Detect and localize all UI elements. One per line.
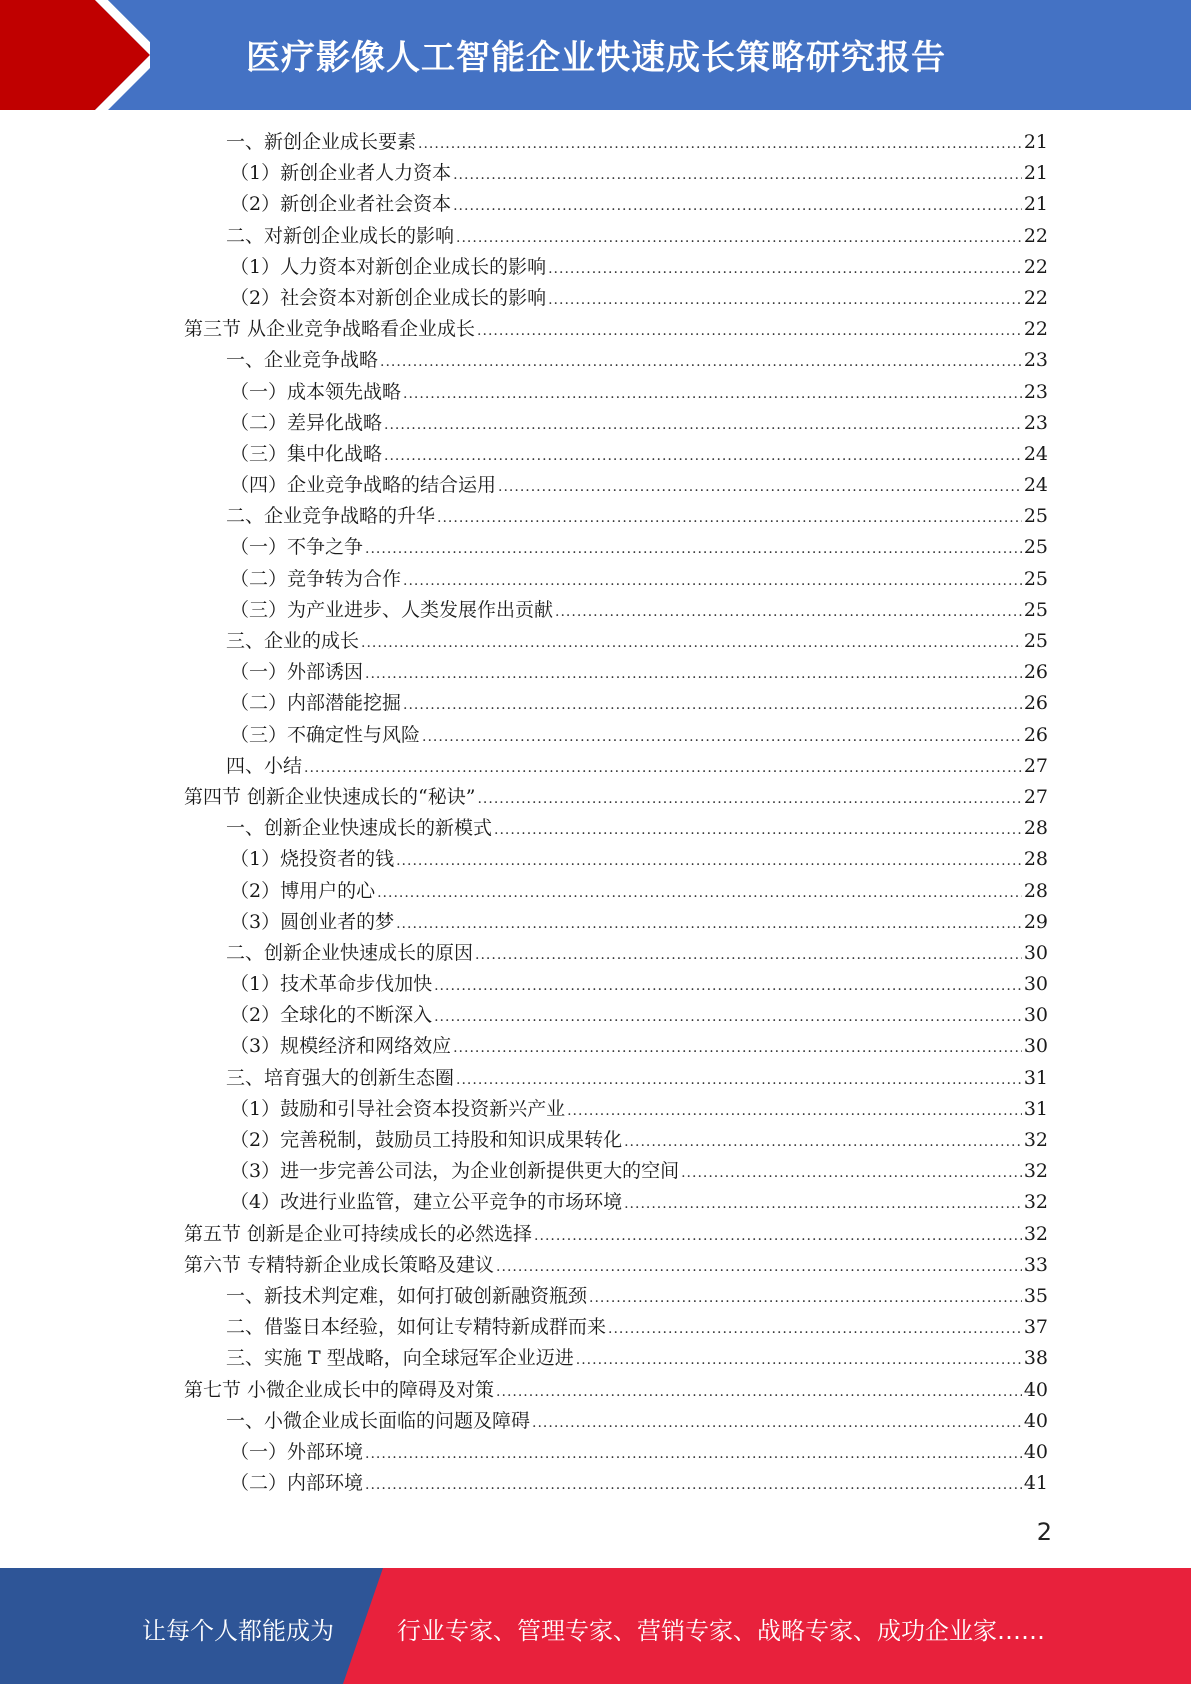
toc-entry[interactable] xyxy=(184,1063,1048,1094)
toc-entry[interactable] xyxy=(184,626,1048,657)
toc-entry-label: 四、小结 xyxy=(226,754,303,777)
toc-dot-leader xyxy=(403,379,1022,410)
toc-entry-page: 21 xyxy=(1023,193,1048,216)
toc-entry-page: 22 xyxy=(1023,224,1048,247)
toc-entry-page: 24 xyxy=(1023,442,1048,465)
toc-entry[interactable] xyxy=(184,1468,1048,1499)
toc-entry[interactable] xyxy=(184,844,1048,875)
toc-entry-page: 41 xyxy=(1023,1472,1048,1495)
toc-entry-page: 23 xyxy=(1023,411,1048,434)
toc-dot-leader xyxy=(576,1345,1022,1376)
toc-entry-label: 二、借鉴日本经验，如何让专精特新成群而来 xyxy=(226,1316,607,1339)
footer-banner xyxy=(0,1568,1191,1684)
toc-entry-label: （四）企业竞争战略的结合运用 xyxy=(230,474,497,497)
toc-entry[interactable] xyxy=(184,938,1048,969)
toc-dot-leader xyxy=(608,1314,1022,1345)
toc-entry-label: （3）圆创业者的梦 xyxy=(230,910,395,933)
toc-entry[interactable] xyxy=(184,813,1048,844)
toc-entry[interactable] xyxy=(184,969,1048,1000)
toc-entry[interactable] xyxy=(184,564,1048,595)
toc-entry[interactable] xyxy=(184,221,1048,252)
toc-dot-leader xyxy=(453,160,1022,191)
toc-entry-page: 25 xyxy=(1023,598,1048,621)
toc-entry[interactable] xyxy=(184,345,1048,376)
toc-entry[interactable] xyxy=(184,876,1048,907)
toc-entry-page: 24 xyxy=(1023,474,1048,497)
toc-entry-page: 26 xyxy=(1023,661,1048,684)
toc-entry-page: 37 xyxy=(1023,1316,1048,1339)
toc-entry[interactable] xyxy=(184,1156,1048,1187)
toc-dot-leader xyxy=(681,1158,1022,1189)
toc-entry-page: 40 xyxy=(1023,1378,1048,1401)
toc-entry-label: （二）内部环境 xyxy=(230,1472,364,1495)
toc-dot-leader xyxy=(624,1189,1022,1220)
toc-dot-leader xyxy=(365,534,1022,565)
toc-entry[interactable] xyxy=(184,1125,1048,1156)
toc-entry[interactable] xyxy=(184,1437,1048,1468)
toc-entry[interactable] xyxy=(184,1031,1048,1062)
toc-entry[interactable] xyxy=(184,907,1048,938)
toc-dot-leader xyxy=(477,316,1022,347)
toc-entry-label: （1）鼓励和引导社会资本投资新兴产业 xyxy=(230,1097,566,1120)
toc-entry-page: 23 xyxy=(1023,349,1048,372)
toc-entry-page: 30 xyxy=(1023,941,1048,964)
toc-entry[interactable] xyxy=(184,720,1048,751)
toc-entry-label: （4）改进行业监管，建立公平竞争的市场环境 xyxy=(230,1191,623,1214)
toc-dot-leader xyxy=(403,690,1022,721)
toc-entry-label: （一）不争之争 xyxy=(230,536,364,559)
toc-entry-label: （1）烧投资者的钱 xyxy=(230,848,395,871)
toc-entry[interactable] xyxy=(184,1094,1048,1125)
toc-entry-label: 一、小微企业成长面临的问题及障碍 xyxy=(226,1409,531,1432)
toc-dot-leader xyxy=(422,722,1022,753)
toc-entry-label: 第六节 专精特新企业成长策略及建议 xyxy=(184,1253,495,1276)
toc-entry[interactable] xyxy=(184,314,1048,345)
toc-entry-label: （三）为产业进步、人类发展作出贡献 xyxy=(230,598,554,621)
footer-slogan-right: 行业专家、管理专家、营销专家、战略专家、成功企业家…… xyxy=(397,1617,1045,1645)
toc-entry[interactable] xyxy=(184,127,1048,158)
toc-entry-page: 31 xyxy=(1023,1066,1048,1089)
toc-dot-leader xyxy=(377,878,1022,909)
toc-entry-page: 30 xyxy=(1023,973,1048,996)
toc-dot-leader xyxy=(434,971,1022,1002)
toc-entry-label: 一、新创企业成长要素 xyxy=(226,131,417,153)
toc-entry-label: 二、企业竞争战略的升华 xyxy=(226,505,436,528)
toc-entry-page: 40 xyxy=(1023,1440,1048,1463)
toc-entry-label: 二、创新企业快速成长的原因 xyxy=(226,941,474,964)
toc-entry[interactable] xyxy=(184,439,1048,470)
toc-entry[interactable] xyxy=(184,688,1048,719)
toc-entry[interactable] xyxy=(184,470,1048,501)
header-banner xyxy=(0,0,1191,110)
toc-entry[interactable] xyxy=(184,657,1048,688)
toc-entry-page: 28 xyxy=(1023,848,1048,871)
toc-dot-leader xyxy=(434,1002,1022,1033)
toc-entry-label: （一）外部诱因 xyxy=(230,661,364,684)
toc-entry[interactable] xyxy=(184,408,1048,439)
toc-dot-leader xyxy=(548,254,1022,285)
toc-entry-label: 一、创新企业快速成长的新模式 xyxy=(226,817,493,840)
toc-entry-page: 27 xyxy=(1023,785,1048,808)
toc-entry[interactable] xyxy=(184,1187,1048,1218)
toc-dot-leader xyxy=(477,784,1021,815)
toc-entry-label: 一、企业竞争战略 xyxy=(226,349,379,372)
toc-dot-leader xyxy=(365,659,1022,690)
toc-entry-label: （一）成本领先战略 xyxy=(230,380,402,403)
toc-entry-page: 22 xyxy=(1023,255,1048,278)
toc-entry-page: 21 xyxy=(1023,162,1048,185)
toc-entry-label: （三）集中化战略 xyxy=(230,442,383,465)
toc-entry-label: （1）人力资本对新创企业成长的影响 xyxy=(230,255,547,278)
toc-dot-leader xyxy=(453,191,1022,222)
toc-entry-page: 29 xyxy=(1023,910,1048,933)
toc-entry-page: 30 xyxy=(1023,1004,1048,1027)
toc-entry[interactable] xyxy=(184,1406,1048,1437)
toc-entry[interactable] xyxy=(184,532,1048,563)
toc-entry-page: 28 xyxy=(1023,879,1048,902)
report-title: 医疗影像人工智能企业快速成长策略研究报告 xyxy=(246,38,946,78)
toc-dot-leader xyxy=(496,1377,1022,1408)
toc-entry-page: 25 xyxy=(1023,630,1048,652)
toc-entry-label: （2）博用户的心 xyxy=(230,879,376,902)
toc-dot-leader xyxy=(403,566,1022,597)
toc-dot-leader xyxy=(624,1127,1022,1158)
toc-dot-leader xyxy=(380,347,1022,378)
toc-entry[interactable] xyxy=(184,158,1048,189)
toc-entry-label: 三、企业的成长 xyxy=(226,630,360,652)
toc-entry-page: 33 xyxy=(1023,1253,1048,1276)
toc-entry-page: 27 xyxy=(1023,754,1048,777)
toc-entry[interactable] xyxy=(184,283,1048,314)
toc-entry-page: 26 xyxy=(1023,723,1048,746)
toc-dot-leader xyxy=(534,1221,1022,1252)
toc-entry-page: 32 xyxy=(1023,1191,1048,1214)
toc-dot-leader xyxy=(548,285,1022,316)
toc-entry-label: （一）外部环境 xyxy=(230,1440,364,1463)
toc-entry-label: 三、培育强大的创新生态圈 xyxy=(226,1066,455,1089)
toc-entry-page: 31 xyxy=(1023,1097,1048,1120)
toc-dot-leader xyxy=(365,1439,1022,1470)
toc-entry-page: 38 xyxy=(1023,1347,1048,1370)
toc-dot-leader xyxy=(555,597,1022,628)
toc-entry-page: 26 xyxy=(1023,692,1048,715)
toc-entry-page: 25 xyxy=(1023,567,1048,590)
toc-entry-label: （2）社会资本对新创企业成长的影响 xyxy=(230,286,547,309)
toc-entry[interactable] xyxy=(184,595,1048,626)
toc-entry-page: 32 xyxy=(1023,1160,1048,1183)
toc-entry[interactable] xyxy=(184,1281,1048,1312)
toc-dot-leader xyxy=(498,472,1022,503)
toc-dot-leader xyxy=(456,223,1022,254)
toc-entry-page: 25 xyxy=(1023,505,1048,528)
toc-entry-label: （二）内部潜能挖掘 xyxy=(230,692,402,715)
toc-entry-page: 32 xyxy=(1023,1222,1048,1245)
toc-entry[interactable] xyxy=(184,1375,1048,1406)
toc-dot-leader xyxy=(437,503,1022,534)
toc-entry[interactable] xyxy=(184,1219,1048,1250)
toc-dot-leader xyxy=(361,628,1022,659)
toc-dot-leader xyxy=(567,1096,1022,1127)
page-number: 2 xyxy=(1036,1518,1052,1546)
toc-entry-page: 23 xyxy=(1023,380,1048,403)
toc-entry-page: 21 xyxy=(1023,131,1048,153)
toc-entry-label: 第五节 创新是企业可持续成长的必然选择 xyxy=(184,1222,533,1245)
toc-dot-leader xyxy=(396,846,1022,877)
toc-dot-leader xyxy=(453,1033,1022,1064)
table-of-contents xyxy=(184,127,1048,1499)
toc-entry-page: 25 xyxy=(1023,536,1048,559)
toc-dot-leader xyxy=(304,753,1022,784)
toc-entry-label: （三）不确定性与风险 xyxy=(230,723,421,746)
toc-entry-page: 22 xyxy=(1023,318,1048,341)
toc-entry-label: （1）新创企业者人力资本 xyxy=(230,162,452,185)
toc-entry-page: 30 xyxy=(1023,1035,1048,1058)
toc-entry[interactable] xyxy=(184,252,1048,283)
toc-entry-label: 三、实施 T 型战略，向全球冠军企业迈进 xyxy=(226,1347,574,1370)
toc-entry-label: （二）差异化战略 xyxy=(230,411,383,434)
toc-entry[interactable] xyxy=(184,501,1048,532)
toc-entry[interactable] xyxy=(184,782,1048,813)
toc-entry-page: 40 xyxy=(1023,1409,1048,1432)
toc-entry[interactable] xyxy=(184,1343,1048,1374)
toc-dot-leader xyxy=(456,1065,1022,1096)
toc-entry-label: （3）规模经济和网络效应 xyxy=(230,1035,452,1058)
toc-dot-leader xyxy=(396,909,1022,940)
toc-entry-label: 第三节 从企业竞争战略看企业成长 xyxy=(184,318,476,341)
toc-dot-leader xyxy=(589,1283,1022,1314)
toc-entry[interactable] xyxy=(184,377,1048,408)
toc-entry[interactable] xyxy=(184,751,1048,782)
toc-entry-label: （1）技术革命步伐加快 xyxy=(230,973,433,996)
toc-dot-leader xyxy=(365,1470,1022,1501)
header-chevron-decoration xyxy=(0,0,160,110)
toc-entry-label: 二、对新创企业成长的影响 xyxy=(226,224,455,247)
toc-dot-leader xyxy=(496,1252,1022,1283)
toc-dot-leader xyxy=(494,815,1022,846)
toc-entry[interactable] xyxy=(184,189,1048,220)
toc-dot-leader xyxy=(532,1408,1022,1439)
toc-entry-label: 一、新技术判定难，如何打破创新融资瓶颈 xyxy=(226,1284,588,1307)
toc-entry-label: （2）完善税制，鼓励员工持股和知识成果转化 xyxy=(230,1129,623,1151)
toc-entry-label: （二）竞争转为合作 xyxy=(230,567,402,590)
toc-entry-label: （2）新创企业者社会资本 xyxy=(230,193,452,216)
footer-slogan-left: 让每个人都能成为 xyxy=(142,1617,334,1645)
toc-entry-label: （2）全球化的不断深入 xyxy=(230,1004,433,1027)
toc-entry-page: 35 xyxy=(1023,1284,1048,1307)
toc-dot-leader xyxy=(384,441,1022,472)
toc-entry[interactable] xyxy=(184,1312,1048,1343)
toc-entry-page: 32 xyxy=(1023,1129,1048,1151)
toc-dot-leader xyxy=(475,940,1022,971)
toc-dot-leader xyxy=(418,129,1022,160)
toc-dot-leader xyxy=(384,410,1022,441)
toc-entry[interactable] xyxy=(184,1250,1048,1281)
toc-entry[interactable] xyxy=(184,1000,1048,1031)
toc-entry-label: 第七节 小微企业成长中的障碍及对策 xyxy=(184,1378,495,1401)
toc-entry-page: 22 xyxy=(1023,286,1048,309)
toc-entry-page: 28 xyxy=(1023,817,1048,840)
toc-entry-label: （3）进一步完善公司法，为企业创新提供更大的空间 xyxy=(230,1160,680,1183)
toc-entry-label: 第四节 创新企业快速成长的“秘诀” xyxy=(184,785,476,808)
